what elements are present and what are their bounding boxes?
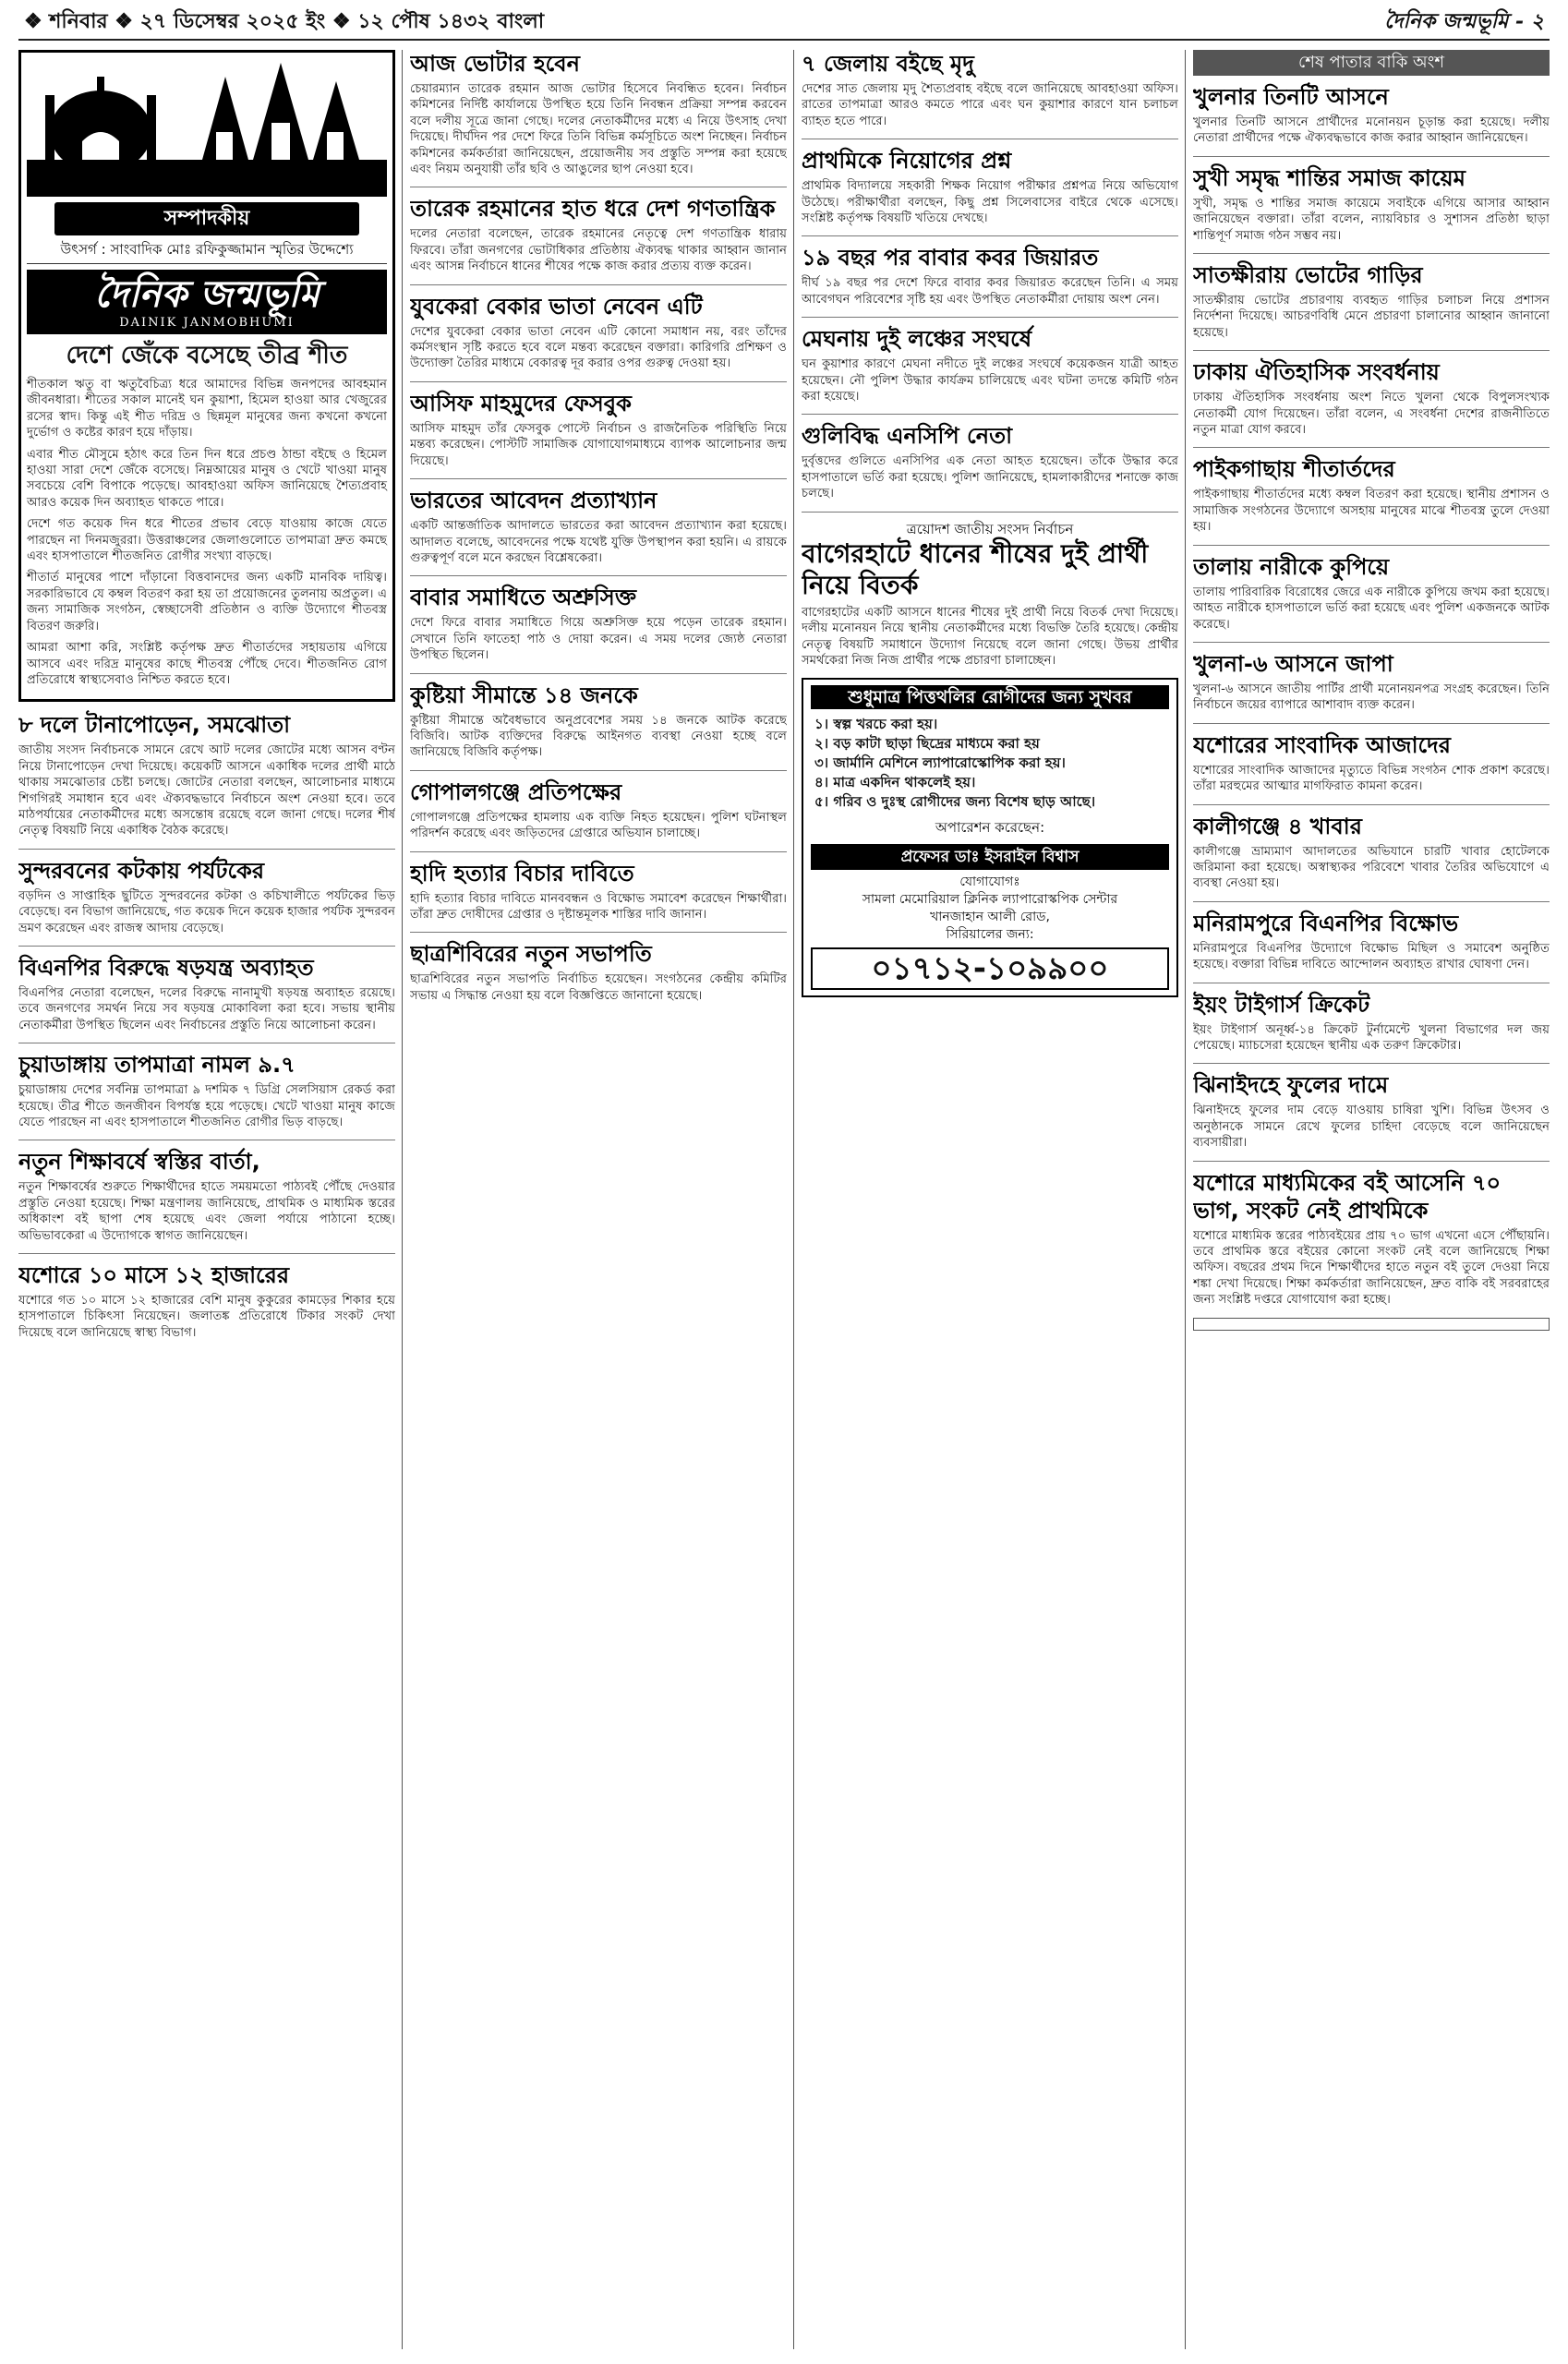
article-body: ঘন কুয়াশার কারণে মেঘনা নদীতে দুই লঞ্চের সংঘর্ষে কয়েকজন যাত্রী আহত হয়েছেন। নৌ পুলিশ উদ্ধার কার্যক্রম চালিয়েছে এবং ঘটনা তদন্তে কমিটি গঠন করা হয়েছে। (802, 357, 1178, 404)
article-body: বাগেরহাটের একটি আসনে ধানের শীষের দুই প্রার্থী নিয়ে বিতর্ক দেখা দিয়েছে। দলীয় মনোনয়ন নিয়ে স্থানীয় নেতাকর্মীদের মধ্যে বিভক্তি তৈরি হয়েছে। কেন্দ্রীয় নেতৃত্ব বিষয়টি সমাধানে উদ্যোগ নিয়েছে বলে জানা গেছে। উভয় প্রার্থীর সমর্থকেরা নিজ নিজ প্রার্থীর পক্ষে প্রচারণা চালাচ্ছেন। (802, 605, 1178, 668)
editorial-label: সম্পাদকীয় (54, 202, 359, 235)
divider (1193, 723, 1550, 724)
divider (410, 478, 787, 479)
news-article (1193, 813, 1550, 892)
news-article (1193, 164, 1550, 244)
divider (802, 317, 1178, 318)
divider (1193, 545, 1550, 546)
article-body: তালায় পারিবারিক বিরোধের জেরে এক নারীকে কুপিয়ে জখম করা হয়েছে। আহত নারীকে হাসপাতালে ভর্তি করা হয়েছে এবং পুলিশ একজনকে আটক করেছে। (1193, 585, 1550, 632)
divider (1193, 350, 1550, 351)
editorial-paragraph: দেশে গত কয়েক দিন ধরে শীতের প্রভাব বেড়ে যাওয়ায় কাজে যেতে পারছেন না দিনমজুররা। উত্তরাঞ্চলের জেলাগুলোতে তাপমাত্রা দ্রুত কমছে এবং হাসপাতালে শীতজনিত রোগীর সংখ্যা বাড়ছে। (27, 517, 387, 564)
news-article (1193, 991, 1550, 1055)
divider (410, 284, 787, 285)
news-article (18, 1051, 395, 1130)
issue-date: ❖ শনিবার ❖ ২৭ ডিসেম্বর ২০২৫ ইং ❖ ১২ পৌষ ১৪৩২ বাংলা (24, 9, 545, 33)
boxed-headline (1193, 1318, 1550, 1331)
ad-doctor: প্রফেসর ডাঃ ইসরাইল বিশ্বাস (811, 844, 1169, 870)
headline: বিএনপির বিরুদ্ধে ষড়যন্ত্র অব্যাহত (18, 954, 314, 981)
news-article (1193, 553, 1550, 633)
divider (1193, 253, 1550, 254)
headline: ইয়ং টাইগার্স ক্রিকেট (1193, 991, 1370, 1018)
headline: আজ ভোটার হবেন (410, 51, 580, 77)
brand-english: DAINIK JANMOBHUMI (119, 316, 295, 330)
article-body: দেশে ফিরে বাবার সমাধিতে গিয়ে অশ্রুসিক্ত হয়ে পড়েন তারেক রহমান। সেখানে তিনি ফাতেহা পাঠ ও দোয়া করেন। এ সময় দলের জ্যেষ্ঠ নেতারা উপস্থিত ছিলেন। (410, 616, 787, 663)
divider (410, 673, 787, 674)
article-body: চুয়াডাঙ্গায় দেশের সর্বনিম্ন তাপমাত্রা ৯ দশমিক ৭ ডিগ্রি সেলসিয়াস রেকর্ড করা হয়েছে। তীব্র শীতে জনজীবন বিপর্যস্ত হয়ে পড়েছে। খেটে খাওয়া মানুষ কাজে যেতে পারছেন না এবং হাসপাতালে শীতজনিত রোগীর ভিড় বাড়ছে। (18, 1083, 395, 1129)
clinic-advertisement (802, 678, 1178, 997)
news-article (410, 778, 787, 842)
dedication-line: উৎসর্গ : সাংবাদিক মোঃ রফিকুজ্জামান স্মৃতির উদ্দেশ্যে (27, 239, 387, 264)
news-article (410, 195, 787, 274)
article-body: গোপালগঞ্জে প্রতিপক্ষের হামলায় এক ব্যক্তি নিহত হয়েছেন। পুলিশ ঘটনাস্থল পরিদর্শন করেছে এবং জড়িতদের গ্রেপ্তারে অভিযান চালাচ্ছে। (410, 810, 787, 841)
column-4 (1193, 50, 1550, 1340)
divider (1193, 156, 1550, 157)
headline: মনিরামপুরে বিএনপির বিক্ষোভ (1193, 910, 1459, 936)
headline: ভারতের আবেদন প্রত্যাখ্যান (410, 488, 657, 514)
headline: যশোরে ১০ মাসে ১২ হাজারের (18, 1262, 290, 1289)
editorial-paragraph: শীতকাল ঋতু বা ঋতুবৈচিত্র্য ধরে আমাদের বিভিন্ন জনপদের আবহমান জীবনধারা। শীতের সকাল মানেই ঘন কুয়াশা, হিমেল হাওয়া আর খেজুরের রসের স্বাদ। কিন্তু এই শীত দরিদ্র ও ছিন্নমূল মানুষের জন্য কখনো কখনো দুর্ভোগ ও কষ্টের কারণ হয়ে দাঁড়ায়। (27, 378, 387, 440)
brand-bangla: দৈনিক জন্মভূমি (94, 272, 320, 316)
ad-consult-label: অপারেশন করেছেন: (935, 819, 1045, 837)
headline: ১৯ বছর পর বাবার কবর জিয়ারত (802, 245, 1099, 271)
headline: গুলিবিদ্ধ এনসিপি নেতা (802, 423, 1013, 450)
ad-point: ৩। জার্মানি মেশিনে ল্যাপারোস্কোপিক করা হয়। (814, 754, 1066, 772)
headline: প্রাথমিকে নিয়োগের প্রশ্ন (802, 148, 1012, 175)
kicker: ত্রয়োদশ জাতীয় সংসদ নির্বাচন (906, 520, 1074, 537)
ad-point: ১। স্বল্প খরচে করা হয়। (814, 716, 938, 733)
paper-brand (27, 270, 387, 334)
divider (1193, 447, 1550, 448)
divider (410, 932, 787, 933)
article-body: সুখী, সমৃদ্ধ ও শান্তির সমাজ কায়েমে সবাইকে এগিয়ে আসার আহ্বান জানিয়েছেন বক্তারা। তাঁরা বলেন, ন্যায়বিচার ও সুশাসন প্রতিষ্ঠা ছাড়া শান্তিপূর্ণ সমাজ গঠন সম্ভব নয়। (1193, 196, 1550, 243)
news-article (410, 487, 787, 566)
headline: ৭ জেলায় বইছে মৃদু (802, 51, 974, 77)
column-rule (793, 50, 794, 2349)
headline: বাবার সমাধিতে অশ্রুসিক্ত (410, 585, 637, 611)
headline: ৮ দলে টানাপোড়েন, সমঝোতা (18, 712, 291, 739)
headline: ঝিনাইদহে ফুলের দামে (1193, 1072, 1389, 1099)
mosque-temple-illustration (27, 58, 387, 197)
divider (410, 851, 787, 852)
news-article (802, 244, 1178, 308)
headline: খুলনার তিনটি আসনে (1193, 84, 1389, 110)
headline: ঢাকায় ঐতিহাসিক সংবর্ধনায় (1193, 359, 1440, 386)
news-article (802, 147, 1178, 226)
news-article (410, 940, 787, 1004)
news-article (1193, 910, 1550, 973)
headline: যশোরে মাধ্যমিকের বই আসেনি ৭০ ভাগ, সংকট নেই প্রাথমিকে (1193, 1169, 1502, 1224)
divider (1193, 1161, 1550, 1162)
news-article (1193, 1071, 1550, 1151)
divider (1193, 901, 1550, 902)
news-article (18, 1261, 395, 1341)
article-body: আসিফ মাহমুদ তাঁর ফেসবুক পোস্টে নির্বাচন ও রাজনৈতিক পরিস্থিতি নিয়ে মন্তব্য করেছেন। পোস্টটি সামাজিক যোগাযোগমাধ্যমে ব্যাপক আলোচনার জন্ম দিয়েছে। (410, 421, 787, 468)
article-body: দেশের সাত জেলায় মৃদু শৈত্যপ্রবাহ বইছে বলে জানিয়েছে আবহাওয়া অফিস। রাতের তাপমাত্রা আরও কমতে পারে এবং ঘন কুয়াশার কারণে যান চলাচল ব্যাহত হতে পারে। (802, 82, 1178, 128)
ad-serial-label: সিরিয়ালের জন্য: (946, 927, 1034, 943)
page-label: দৈনিক জন্মভূমি - ২ (1384, 9, 1544, 33)
news-article (1193, 358, 1550, 438)
article-body: খুলনা-৬ আসনে জাতীয় পার্টির প্রার্থী মনোনয়নপত্র সংগ্রহ করেছেন। তিনি নির্বাচনে জয়ের ব্যাপারে আশাবাদ ব্যক্ত করেন। (1193, 681, 1550, 713)
headline: কালীগঞ্জে ৪ খাবার (1193, 813, 1362, 839)
article-body: চেয়ারম্যান তারেক রহমান আজ ভোটার হিসেবে নিবন্ধিত হবেন। নির্বাচন কমিশনের নির্দিষ্ট কার্যালয়ে উপস্থিত হয়ে তিনি নিবন্ধন প্রক্রিয়া সম্পন্ন করবেন বলে দলীয় সূত্রে জানা গেছে। দলের নেতাকর্মীদের মধ্যে এ নিয়ে উৎসাহ দেখা দিয়েছে। দীর্ঘদিন পর দেশে ফিরে তিনি বিভিন্ন কর্মসূচিতে অংশ নিচ্ছেন। নির্বাচন কমিশনের কর্মকর্তারা জানিয়েছেন, প্রয়োজনীয় সব প্রস্তুতি সম্পন্ন করা হয়েছে এবং নিয়ম অনুযায়ী তাঁর ছবি ও আঙুলের ছাপ নেওয়া হবে। (410, 82, 787, 177)
headline: আসিফ মাহমুদের ফেসবুক (410, 390, 632, 416)
news-article (18, 857, 395, 936)
ad-contact-label: যোগাযোগঃ (959, 874, 1020, 890)
date-strip (18, 7, 1550, 41)
divider (802, 512, 1178, 513)
article-body: যশোরে গত ১০ মাসে ১২ হাজারের বেশি মানুষ কুকুরের কামড়ের শিকার হয়ে হাসপাতালে চিকিৎসা নিয়েছেন। জলাতঙ্ক প্রতিরোধে টিকার সংকট দেখা দিয়েছে বলে জানিয়েছে স্বাস্থ্য বিভাগ। (18, 1294, 395, 1340)
editorial-title: দেশে জেঁকে বসেছে তীব্র শীত (66, 342, 348, 369)
news-article (1193, 731, 1550, 795)
ad-clinic: সামলা মেমোরিয়াল ক্লিনিক ল্যাপারোস্কপিক সেন্টার (862, 892, 1118, 908)
editorial-box (18, 50, 395, 702)
article-body: জাতীয় সংসদ নির্বাচনকে সামনে রেখে আট দলের জোটের মধ্যে আসন বণ্টন নিয়ে টানাপোড়েন দেখা দিয়েছে। কয়েকটি আসনে একাধিক দলের প্রার্থী মাঠে থাকায় সমঝোতার চেষ্টা চলছে। জোটের নেতারা বলছেন, আলোচনার মাধ্যমে শিগগিরই সমাধান হবে এবং ঐক্যবদ্ধভাবে নির্বাচনে অংশ নেওয়া হবে। তবে মাঠপর্যায়ের নেতাকর্মীদের মধ্যে অসন্তোষ রয়েছে বলে জানা গেছে। দলের শীর্ষ নেতৃত্ব বিষয়টি নিয়ে একাধিক বৈঠক করেছে। (18, 743, 395, 838)
headline: মেঘনায় দুই লঞ্চের সংঘর্ষে (802, 326, 1032, 353)
news-article (1193, 83, 1550, 147)
news-article (802, 50, 1178, 129)
newspaper-page (18, 7, 1550, 2357)
headline: কুষ্টিয়া সীমান্তে ১৪ জনকে (410, 681, 638, 708)
article-body: ঢাকায় ঐতিহাসিক সংবর্ধনায় অংশ নিতে খুলনা থেকে বিপুলসংখ্যক নেতাকর্মী যোগ দিয়েছেন। তাঁরা বলেন, এ সংবর্ধনা দেশের রাজনীতিতে নতুন মাত্রা যোগ করবে। (1193, 391, 1550, 438)
article-body: সাতক্ষীরায় ভোটের প্রচারণায় ব্যবহৃত গাড়ির চলাচল নিয়ে প্রশাসন নির্দেশনা দিয়েছে। আচরণবিধি মেনে প্রচারণা চালানোর আহ্বান জানানো হয়েছে। (1193, 294, 1550, 340)
article-body: মনিরামপুরে বিএনপির উদ্যোগে বিক্ষোভ মিছিল ও সমাবেশ অনুষ্ঠিত হয়েছে। বক্তারা বিভিন্ন দাবিতে আন্দোলন অব্যাহত রাখার ঘোষণা দেন। (1193, 941, 1550, 972)
article-body: দুর্বৃত্তদের গুলিতে এনসিপির এক নেতা আহত হয়েছেন। তাঁকে উদ্ধার করে হাসপাতালে ভর্তি করা হয়েছে। পুলিশ জানিয়েছে, হামলাকারীদের শনাক্তে কাজ চলছে। (802, 454, 1178, 501)
divider (18, 1253, 395, 1254)
ad-point: ৪। মাত্র একদিন থাকলেই হয়। (814, 774, 976, 791)
article-body: খুলনার তিনটি আসনে প্রার্থীদের মনোনয়ন চূড়ান্ত করা হয়েছে। দলীয় নেতারা প্রার্থীদের পক্ষে ঐক্যবদ্ধভাবে কাজ করার আহ্বান জানিয়েছেন। (1193, 115, 1550, 146)
news-article-lead (802, 520, 1178, 669)
news-article (410, 390, 787, 469)
ad-points (811, 715, 1169, 812)
continued-section-label: শেষ পাতার বাকি অংশ (1193, 50, 1550, 76)
article-body: দীর্ঘ ১৯ বছর পর দেশে ফিরে বাবার কবর জিয়ারত করেছেন তিনি। এ সময় আবেগঘন পরিবেশের সৃষ্টি হয় এবং উপস্থিত নেতাকর্মীরা দোয়ায় অংশ নেন। (802, 276, 1178, 307)
editorial-paragraph: আমরা আশা করি, সংশ্লিষ্ট কর্তৃপক্ষ দ্রুত শীতার্তদের সহায়তায় এগিয়ে আসবে এবং দরিদ্র মানুষের কাছে শীতবস্ত্র পৌঁছে দেবে। শীতজনিত রোগ প্রতিরোধে স্বাস্থ্যসেবাও নিশ্চিত করতে হবে। (27, 641, 387, 687)
divider (410, 381, 787, 382)
headline: যশোরের সাংবাদিক আজাদের (1193, 731, 1451, 758)
headline: চুয়াডাঙ্গায় তাপমাত্রা নামল ৯.৭ (18, 1052, 296, 1079)
column-rule (1185, 50, 1186, 2349)
ad-phone: ০১৭১২-১০৯৯০০ (811, 947, 1169, 990)
article-body: যশোরে মাধ্যমিক স্তরের পাঠ্যবইয়ের প্রায় ৭০ ভাগ এখনো এসে পৌঁছায়নি। তবে প্রাথমিক স্তরে বইয়ের কোনো সংকট নেই বলে জানিয়েছে শিক্ষা অফিস। বছরের প্রথম দিনে শিক্ষার্থীদের হাতে নতুন বই তুলে দেওয়া নিয়ে শঙ্কা দেখা দিয়েছে। শিক্ষা কর্মকর্তারা জানিয়েছেন, দ্রুত বাকি বই সরবরাহের জন্য সংশ্লিষ্ট দপ্তরে যোগাযোগ করা হচ্ছে। (1193, 1228, 1550, 1308)
news-article (1193, 261, 1550, 341)
news-article (410, 50, 787, 177)
editorial-paragraph: শীতার্ত মানুষের পাশে দাঁড়ানো বিত্তবানদের জন্য একটি মানবিক দায়িত্ব। সরকারিভাবে যে কম্বল বিতরণ করা হয় তা প্রয়োজনের তুলনায় অপ্রতুল। এ জন্য সামাজিক সংগঠন, স্বেচ্ছাসেবী প্রতিষ্ঠান ও ব্যক্তি উদ্যোগে শীতবস্ত্র বিতরণ জরুরি। (27, 571, 387, 633)
article-body: ছাত্রশিবিরের নতুন সভাপতি নির্বাচিত হয়েছেন। সংগঠনের কেন্দ্রীয় কমিটির সভায় এ সিদ্ধান্ত নেওয়া হয় বলে বিজ্ঞপ্তিতে জানানো হয়েছে। (410, 972, 787, 1003)
article-body: হাদি হত্যার বিচার দাবিতে মানববন্ধন ও বিক্ষোভ সমাবেশ করেছেন শিক্ষার্থীরা। তাঁরা দ্রুত দোষীদের গ্রেপ্তার ও দৃষ্টান্তমূলক শাস্তির দাবি জানান। (410, 891, 787, 922)
column-2 (410, 50, 787, 1013)
news-article (802, 422, 1178, 501)
article-body: নতুন শিক্ষাবর্ষের শুরুতে শিক্ষার্থীদের হাতে সময়মতো পাঠ্যবই পৌঁছে দেওয়ার প্রস্তুতি নেওয়া হয়েছে। শিক্ষা মন্ত্রণালয় জানিয়েছে, প্রাথমিক ও মাধ্যমিক স্তরের অধিকাংশ বই ছাপা শেষ হয়েছে এবং জেলা পর্যায়ে পাঠানো হচ্ছে। অভিভাবকেরা এ উদ্যোগকে স্বাগত জানিয়েছেন। (18, 1180, 395, 1243)
divider (18, 946, 395, 947)
news-article (1193, 1169, 1550, 1309)
headline: গোপালগঞ্জে প্রতিপক্ষের (410, 778, 622, 805)
column-3 (802, 50, 1178, 1007)
news-article (802, 325, 1178, 404)
article-body: একটি আন্তর্জাতিক আদালতে ভারতের করা আবেদন প্রত্যাখ্যান করা হয়েছে। আদালত বলেছে, আবেদনের পক্ষে যথেষ্ট যুক্তি উপস্থাপন করা হয়নি। এ রায়কে গুরুত্বপূর্ণ বলে মনে করছেন বিশ্লেষকেরা। (410, 519, 787, 565)
article-body: দলের নেতারা বলেছেন, তারেক রহমানের নেতৃত্বে দেশ গণতান্ত্রিক ধারায় ফিরবে। তাঁরা জনগণের ভোটাধিকার প্রতিষ্ঠায় ঐক্যবদ্ধ থাকার আহ্বান জানান এবং আসন্ন নির্বাচনে ধানের শীষের পক্ষে কাজ করার প্রত্যয় ব্যক্ত করেন। (410, 227, 787, 274)
headline: সুখী সমৃদ্ধ শান্তির সমাজ কায়েম (1193, 164, 1465, 191)
news-article (1193, 455, 1550, 535)
news-article (18, 954, 395, 1033)
skyline-icon (27, 58, 387, 197)
headline: সাতক্ষীরায় ভোটের গাড়ির (1193, 262, 1423, 289)
editorial-paragraph: এবার শীত মৌসুমে হঠাৎ করে তিন দিন ধরে প্রচণ্ড ঠান্ডা বইছে ও হিমেল হাওয়া সারা দেশে জেঁকে বসেছে। নিম্নআয়ের মানুষ ও খেটে খাওয়া মানুষ সবচেয়ে বেশি বিপাকে পড়েছে। আবহাওয়া অফিস জানিয়েছে শৈত্যপ্রবাহ আরও কয়েক দিন অব্যাহত থাকতে পারে। (27, 447, 387, 510)
headline: নতুন শিক্ষাবর্ষে স্বস্তির বার্তা, (18, 1149, 260, 1176)
news-article (410, 293, 787, 372)
article-body: কুষ্টিয়া সীমান্তে অবৈধভাবে অনুপ্রবেশের সময় ১৪ জনকে আটক করেছে বিজিবি। আটক ব্যক্তিদের বিরুদ্ধে আইনগত ব্যবস্থা নেওয়া হচ্ছে বলে জানিয়েছে বিজিবি কর্তৃপক্ষ। (410, 713, 787, 760)
divider (410, 575, 787, 576)
divider (1193, 1063, 1550, 1064)
headline: খুলনা-৬ আসনে জাপা (1193, 650, 1393, 677)
headline: ছাত্রশিবিরের নতুন সভাপতি (410, 941, 652, 968)
news-article (410, 681, 787, 761)
article-body: ঝিনাইদহে ফুলের দাম বেড়ে যাওয়ায় চাষিরা খুশি। বিভিন্ন উৎসব ও অনুষ্ঠানকে সামনে রেখে ফুলের চাহিদা বেড়েছে বলে জানিয়েছেন ব্যবসায়ীরা। (1193, 1104, 1550, 1151)
headline: হাদি হত্যার বিচার দাবিতে (410, 860, 634, 886)
divider (802, 414, 1178, 415)
news-article (18, 711, 395, 838)
column-1 (18, 50, 395, 1350)
headline: সুন্দরবনের কটকায় পর্যটকের (18, 857, 265, 884)
article-body: প্রাথমিক বিদ্যালয়ে সহকারী শিক্ষক নিয়োগ পরীক্ষার প্রশ্নপত্র নিয়ে অভিযোগ উঠেছে। পরীক্ষার্থীরা বলছেন, কিছু প্রশ্ন সিলেবাসের বাইরে থেকে এসেছে। সংশ্লিষ্ট কর্তৃপক্ষ বিষয়টি খতিয়ে দেখছে। (802, 179, 1178, 226)
ad-point: ২। বড় কাটা ছাড়া ছিদ্রের মাধ্যমে করা হয় (814, 735, 1040, 753)
news-article (410, 860, 787, 923)
ad-point: ৫। গরিব ও দুঃস্থ রোগীদের জন্য বিশেষ ছাড় আছে। (814, 793, 1096, 811)
column-rule (402, 50, 403, 2349)
article-body: ইয়ং টাইগার্স অনূর্ধ্ব-১৪ ক্রিকেট টুর্নামেন্টে খুলনা বিভাগের দল জয় পেয়েছে। ম্যাচসেরা হয়েছেন স্থানীয় এক তরুণ ক্রিকেটার। (1193, 1022, 1550, 1053)
divider (1193, 642, 1550, 643)
divider (802, 235, 1178, 236)
news-article (18, 1148, 395, 1244)
article-body: বড়দিন ও সাপ্তাহিক ছুটিতে সুন্দরবনের কটকা ও কচিখালীতে পর্যটকের ভিড় বেড়েছে। বন বিভাগ জানিয়েছে, গত কয়েক দিনে কয়েক হাজার পর্যটক সুন্দরবন ভ্রমণ করেছেন এবং রাজস্ব আদায় বেড়েছে। (18, 888, 395, 935)
news-article (1193, 650, 1550, 714)
headline: তারেক রহমানের হাত ধরে দেশ গণতান্ত্রিক (410, 196, 776, 223)
ad-title: শুধুমাত্র পিত্তথলির রোগীদের জন্য সুখবর (811, 685, 1169, 709)
article-body: পাইকগাছায় শীতার্তদের মধ্যে কম্বল বিতরণ করা হয়েছে। স্থানীয় প্রশাসন ও সামাজিক সংগঠনের উদ্যোগে অসহায় মানুষের মাঝে শীতবস্ত্র তুলে দেওয়া হয়। (1193, 488, 1550, 535)
headline: যুবকেরা বেকার ভাতা নেবেন এটি (410, 293, 703, 320)
headline: বাগেরহাটে ধানের শীষের দুই প্রার্থী নিয়ে বিতর্ক (802, 537, 1149, 600)
news-article (410, 584, 787, 663)
article-body: দেশের যুবকেরা বেকার ভাতা নেবেন এটি কোনো সমাধান নয়, বরং তাঁদের কর্মসংস্থান সৃষ্টি করতে হবে বলে মন্তব্য করেছেন বক্তারা। কারিগরি প্রশিক্ষণ ও উদ্যোক্তা তৈরির মাধ্যমে বেকারত্ব দূর করার ওপর গুরুত্ব দেওয়া হয়। (410, 324, 787, 371)
article-body: বিএনপির নেতারা বলেছেন, দলের বিরুদ্ধে নানামুখী ষড়যন্ত্র অব্যাহত রয়েছে। তবে জনগণের সমর্থন নিয়ে সব ষড়যন্ত্র মোকাবিলা করা হবে। সভায় স্থানীয় নেতাকর্মীরা উপস্থিত ছিলেন এবং নির্বাচনের প্রস্তুতি নিয়ে আলোচনা করেন। (18, 985, 395, 1032)
divider (18, 849, 395, 850)
divider (1193, 804, 1550, 805)
headline: তালায় নারীকে কুপিয়ে (1193, 553, 1390, 580)
article-body: কালীগঞ্জে ভ্রাম্যমাণ আদালতের অভিযানে চারটি খাবার হোটেলকে জরিমানা করা হয়েছে। অস্বাস্থ্যকর পরিবেশে খাবার তৈরির অভিযোগে এ ব্যবস্থা নেওয়া হয়। (1193, 844, 1550, 891)
divider (410, 770, 787, 771)
headline: পাইকগাছায় শীতার্তদের (1193, 456, 1395, 483)
article-body: যশোরের সাংবাদিক আজাদের মৃত্যুতে বিভিন্ন সংগঠন শোক প্রকাশ করেছে। তাঁরা মরহুমের আত্মার মাগফিরাত কামনা করেন। (1193, 763, 1550, 794)
ad-address: খানজাহান আলী রোড, (930, 910, 1050, 925)
